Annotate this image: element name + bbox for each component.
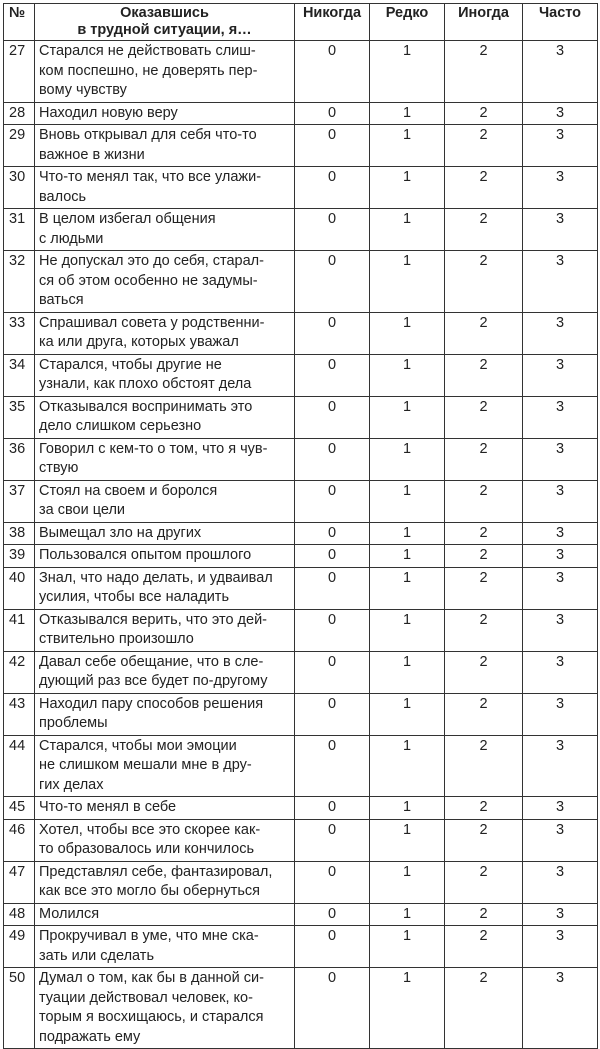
statement-line: вому чувству [39, 82, 127, 98]
table-row [4, 651, 598, 693]
score-often: 3 [523, 480, 598, 522]
row-number: 48 [4, 903, 35, 926]
statement-line: как все это могло бы обернуться [39, 883, 260, 899]
score-sometimes: 2 [445, 522, 523, 545]
score-never: 0 [295, 609, 370, 651]
statement-line: ка или друга, которых уважал [39, 334, 239, 350]
table-row [4, 903, 598, 926]
statement-line: Вымещал зло на других [39, 524, 202, 541]
statement-line: Давал себе обещание, что в сле- [39, 653, 264, 670]
statement-line: проблемы [39, 715, 108, 731]
table-row [4, 926, 598, 968]
statement-line: Что-то менял так, что все улажи- [39, 169, 262, 185]
statement-line: узнали, как плохо обстоят дела [39, 376, 252, 392]
score-sometimes: 2 [445, 480, 523, 522]
row-number: 47 [4, 861, 35, 903]
statement-line: Старался, чтобы мои эмоции [39, 737, 237, 754]
table-row [4, 567, 598, 609]
row-number: 49 [4, 926, 35, 968]
score-rarely: 1 [370, 797, 445, 820]
row-number: 34 [4, 354, 35, 396]
row-number: 46 [4, 819, 35, 861]
score-sometimes: 2 [445, 312, 523, 354]
row-number: 42 [4, 651, 35, 693]
score-sometimes: 2 [445, 545, 523, 568]
score-never: 0 [295, 251, 370, 313]
statement-line: то образовалось или кончилось [39, 841, 254, 857]
row-number: 35 [4, 396, 35, 438]
score-often: 3 [523, 125, 598, 167]
score-sometimes: 2 [445, 209, 523, 251]
statement-line: Прокручивал в уме, что мне ска- [39, 928, 259, 944]
statement-line: важное в жизни [39, 146, 145, 163]
score-never: 0 [295, 545, 370, 568]
score-sometimes: 2 [445, 167, 523, 209]
score-sometimes: 2 [445, 354, 523, 396]
score-never: 0 [295, 312, 370, 354]
score-often: 3 [523, 609, 598, 651]
statement-line: Что-то менял в себе [39, 799, 177, 815]
score-never: 0 [295, 968, 370, 1049]
score-often: 3 [523, 903, 598, 926]
statement-line: В целом избегал общения [39, 211, 216, 227]
row-number: 43 [4, 693, 35, 735]
statement-line: за свои цели [39, 502, 126, 518]
score-never: 0 [295, 209, 370, 251]
score-often: 3 [523, 251, 598, 313]
score-rarely: 1 [370, 102, 445, 125]
row-number: 32 [4, 251, 35, 313]
table-row [4, 209, 598, 251]
row-statement [35, 125, 295, 167]
score-never: 0 [295, 567, 370, 609]
statement-line: Молился [39, 905, 100, 922]
statement-line: ком поспешно, не доверять пер- [39, 62, 258, 79]
row-statement [35, 693, 295, 735]
row-number: 36 [4, 438, 35, 480]
statement-line: Отказывался воспринимать это [39, 398, 253, 415]
score-sometimes: 2 [445, 926, 523, 968]
table-row [4, 125, 598, 167]
header-situation-line1: Оказавшись [120, 5, 209, 21]
row-number: 41 [4, 609, 35, 651]
statement-line: Спрашивал совета у родственни- [39, 314, 265, 331]
table-row [4, 41, 598, 103]
coping-questionnaire-table [3, 3, 598, 1049]
row-statement [35, 926, 295, 968]
score-rarely: 1 [370, 125, 445, 167]
score-never: 0 [295, 903, 370, 926]
row-number: 50 [4, 968, 35, 1049]
score-never: 0 [295, 438, 370, 480]
row-statement [35, 354, 295, 396]
row-number: 38 [4, 522, 35, 545]
table-row [4, 522, 598, 545]
score-often: 3 [523, 522, 598, 545]
score-often: 3 [523, 354, 598, 396]
score-often: 3 [523, 735, 598, 797]
score-rarely: 1 [370, 312, 445, 354]
score-never: 0 [295, 167, 370, 209]
statement-line: подражать ему [39, 1028, 141, 1045]
score-rarely: 1 [370, 167, 445, 209]
score-often: 3 [523, 567, 598, 609]
statement-line: зать или сделать [39, 947, 155, 964]
row-statement [35, 102, 295, 125]
score-never: 0 [295, 735, 370, 797]
statement-line: Старался не действовать слиш- [39, 43, 256, 59]
statement-line: Вновь открывал для себя что-то [39, 127, 257, 143]
score-rarely: 1 [370, 609, 445, 651]
table-row [4, 312, 598, 354]
table-body [4, 41, 598, 1049]
score-rarely: 1 [370, 41, 445, 103]
row-statement [35, 903, 295, 926]
score-rarely: 1 [370, 819, 445, 861]
row-statement [35, 396, 295, 438]
table-row [4, 693, 598, 735]
row-statement [35, 209, 295, 251]
table-row [4, 609, 598, 651]
score-often: 3 [523, 102, 598, 125]
score-sometimes: 2 [445, 968, 523, 1049]
statement-line: Пользовался опытом прошлого [39, 547, 252, 563]
row-number: 37 [4, 480, 35, 522]
score-rarely: 1 [370, 861, 445, 903]
table-row [4, 735, 598, 797]
row-statement [35, 545, 295, 568]
row-statement [35, 438, 295, 480]
statement-line: Говорил с кем-то о том, что я чув- [39, 440, 268, 457]
score-rarely: 1 [370, 735, 445, 797]
row-number: 40 [4, 567, 35, 609]
score-rarely: 1 [370, 903, 445, 926]
score-rarely: 1 [370, 545, 445, 568]
row-number: 30 [4, 167, 35, 209]
score-sometimes: 2 [445, 797, 523, 820]
score-never: 0 [295, 926, 370, 968]
row-number: 33 [4, 312, 35, 354]
statement-line: Знал, что надо делать, и удваивал [39, 569, 273, 586]
score-rarely: 1 [370, 209, 445, 251]
statement-line: Старался, чтобы другие не [39, 356, 222, 373]
row-number: 27 [4, 41, 35, 103]
row-statement [35, 41, 295, 103]
score-never: 0 [295, 41, 370, 103]
table-row [4, 797, 598, 820]
score-often: 3 [523, 693, 598, 735]
statement-line: валось [39, 188, 87, 205]
score-never: 0 [295, 693, 370, 735]
score-often: 3 [523, 41, 598, 103]
statement-line: дело слишком серьезно [39, 418, 202, 434]
table-row [4, 102, 598, 125]
row-statement [35, 861, 295, 903]
statement-line: не слишком мешали мне в дру- [39, 757, 252, 773]
score-rarely: 1 [370, 251, 445, 313]
header-row [4, 4, 598, 41]
statement-line: ся об этом особенно не задумы- [39, 272, 258, 289]
table-row [4, 545, 598, 568]
score-rarely: 1 [370, 651, 445, 693]
score-sometimes: 2 [445, 438, 523, 480]
header-often: Часто [523, 4, 598, 41]
statement-line: Хотел, чтобы все это скорее как- [39, 821, 261, 838]
statement-line: ствительно произошло [39, 631, 194, 647]
row-statement [35, 797, 295, 820]
table-row [4, 251, 598, 313]
row-number: 31 [4, 209, 35, 251]
score-never: 0 [295, 396, 370, 438]
row-number: 45 [4, 797, 35, 820]
row-statement [35, 609, 295, 651]
header-num: № [4, 4, 35, 41]
score-sometimes: 2 [445, 609, 523, 651]
score-rarely: 1 [370, 396, 445, 438]
row-statement [35, 819, 295, 861]
statement-line: Отказывался верить, что это дей- [39, 611, 267, 628]
statement-line: ваться [39, 292, 84, 308]
score-rarely: 1 [370, 480, 445, 522]
table-row [4, 438, 598, 480]
score-rarely: 1 [370, 438, 445, 480]
score-rarely: 1 [370, 968, 445, 1049]
score-rarely: 1 [370, 926, 445, 968]
score-rarely: 1 [370, 693, 445, 735]
statement-line: дующий раз все будет по-другому [39, 673, 268, 689]
score-sometimes: 2 [445, 251, 523, 313]
score-never: 0 [295, 480, 370, 522]
row-statement [35, 251, 295, 313]
header-situation-line2: в трудной ситуации, я… [77, 22, 252, 38]
table-row [4, 480, 598, 522]
statement-line: с людьми [39, 230, 104, 247]
score-sometimes: 2 [445, 903, 523, 926]
row-number: 29 [4, 125, 35, 167]
score-rarely: 1 [370, 354, 445, 396]
statement-line: усилия, чтобы все наладить [39, 589, 229, 605]
score-often: 3 [523, 438, 598, 480]
score-often: 3 [523, 861, 598, 903]
row-statement [35, 968, 295, 1049]
header-situation [35, 4, 295, 41]
score-sometimes: 2 [445, 125, 523, 167]
row-statement [35, 480, 295, 522]
table-row [4, 968, 598, 1049]
score-never: 0 [295, 354, 370, 396]
score-never: 0 [295, 522, 370, 545]
statement-line: Не допускал это до себя, старал- [39, 253, 264, 269]
statement-line: Находил новую веру [39, 104, 178, 121]
score-sometimes: 2 [445, 651, 523, 693]
score-sometimes: 2 [445, 819, 523, 861]
score-never: 0 [295, 861, 370, 903]
score-never: 0 [295, 125, 370, 167]
row-number: 28 [4, 102, 35, 125]
row-number: 39 [4, 545, 35, 568]
score-often: 3 [523, 819, 598, 861]
statement-line: Думал о том, как бы в данной си- [39, 970, 264, 986]
table-row [4, 819, 598, 861]
row-statement [35, 522, 295, 545]
table-row [4, 354, 598, 396]
score-often: 3 [523, 651, 598, 693]
row-statement [35, 167, 295, 209]
score-never: 0 [295, 819, 370, 861]
score-never: 0 [295, 797, 370, 820]
score-often: 3 [523, 797, 598, 820]
row-statement [35, 312, 295, 354]
score-sometimes: 2 [445, 693, 523, 735]
score-sometimes: 2 [445, 861, 523, 903]
header-never: Никогда [295, 4, 370, 41]
score-sometimes: 2 [445, 41, 523, 103]
score-sometimes: 2 [445, 567, 523, 609]
table-row [4, 167, 598, 209]
score-rarely: 1 [370, 567, 445, 609]
score-often: 3 [523, 312, 598, 354]
statement-line: торым я восхищаюсь, и старался [39, 1009, 264, 1025]
row-statement [35, 651, 295, 693]
row-statement [35, 567, 295, 609]
statement-line: Стоял на своем и боролся [39, 482, 218, 499]
score-often: 3 [523, 209, 598, 251]
score-often: 3 [523, 545, 598, 568]
statement-line: Находил пару способов решения [39, 695, 264, 712]
score-sometimes: 2 [445, 102, 523, 125]
score-never: 0 [295, 102, 370, 125]
statement-line: ствую [39, 460, 79, 476]
score-rarely: 1 [370, 522, 445, 545]
score-sometimes: 2 [445, 735, 523, 797]
statement-line: гих делах [39, 776, 104, 793]
score-sometimes: 2 [445, 396, 523, 438]
score-often: 3 [523, 396, 598, 438]
score-often: 3 [523, 926, 598, 968]
statement-line: туации действовал человек, ко- [39, 989, 253, 1006]
statement-line: Представлял себе, фантазировал, [39, 863, 273, 880]
header-rarely: Редко [370, 4, 445, 41]
score-often: 3 [523, 167, 598, 209]
row-number: 44 [4, 735, 35, 797]
header-sometimes: Иногда [445, 4, 523, 41]
score-often: 3 [523, 968, 598, 1049]
score-never: 0 [295, 651, 370, 693]
row-statement [35, 735, 295, 797]
table-row [4, 396, 598, 438]
table-row [4, 861, 598, 903]
